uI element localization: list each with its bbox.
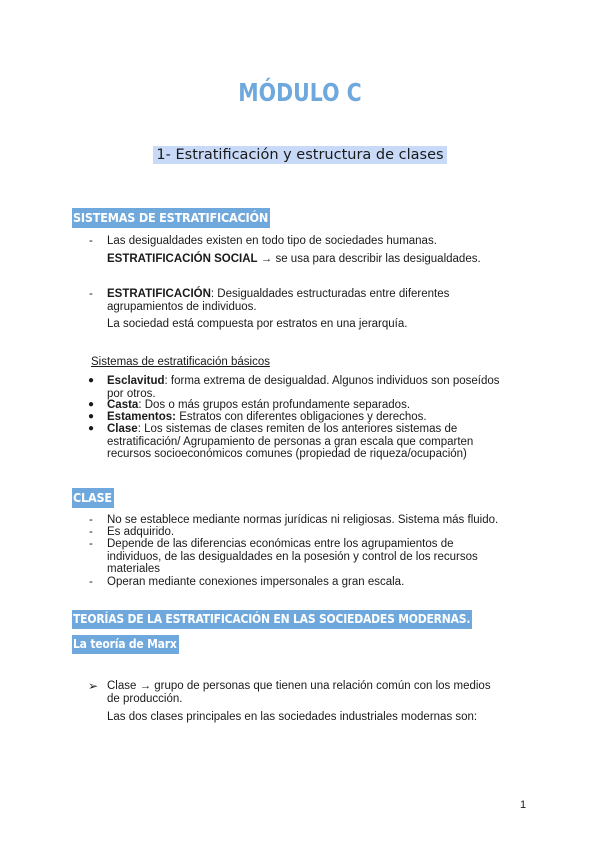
term-definition-cont: agrupamientos de individuos. (107, 300, 257, 313)
item-dos-clases: Las dos clases principales en las sociedades industriales modernas son: (107, 711, 478, 723)
section-heading-teorias: TEORÍAS DE LA ESTRATIFICACIÓN EN LAS SOCIEDADES MODERNAS. (72, 610, 472, 629)
item-text-cont: individuos, de las desigualdades en la posesión y control de los recursos (107, 550, 478, 563)
item-text: Clase → grupo de personas que tienen una relación común con los medios (107, 680, 491, 692)
subheading-marx: La teoría de Marx (72, 635, 179, 654)
dash-marker: - (89, 526, 93, 538)
term-definition: : Desigualdades estructuradas entre diferentes (210, 288, 450, 300)
dash-marker: - (89, 514, 93, 526)
term-definition: : Dos o más grupos están profundamente separados. (138, 399, 411, 411)
page-subtitle: 1- Estratificación y estructura de clases (153, 146, 446, 164)
section-heading-sistemas: SISTEMAS DE ESTRATIFICACIÓN (72, 208, 270, 228)
list-item-esclavitud (107, 375, 547, 400)
term-definition: Estratos con diferentes obligaciones y derechos. (176, 411, 427, 423)
section-heading-clase: CLASE (72, 488, 114, 508)
item-text-cont: de producción. (107, 692, 183, 705)
item-text: Depende de las diferencias económicas entre los agrupamientos de (107, 538, 454, 550)
page-number: 1 (520, 799, 527, 811)
arrow-bullet-icon: ➢ (88, 679, 99, 693)
list-item-estamentos (107, 411, 547, 424)
item-desigualdades: Las desigualdades existen en todo tipo de sociedades humanas. (107, 235, 437, 247)
term-esclavitud: Esclavitud (107, 375, 165, 387)
item-estratificacion-social (107, 253, 547, 266)
bullet-marker: ● (88, 399, 95, 410)
term-definition: : forma extrema de desigualdad. Algunos individuos son poseídos (164, 375, 500, 387)
basic-systems-title: Sistemas de estratificación básicos (91, 356, 270, 368)
bullet-marker: ● (88, 411, 95, 422)
page-title: MÓDULO C (238, 78, 362, 107)
item-clase-definicion (107, 680, 547, 705)
term-definition: : Los sistemas de clases remiten de los anteriores sistemas de (137, 423, 458, 435)
term-definition: → se usa para describir las desigualdades. (257, 253, 481, 265)
bullet-marker: ● (88, 375, 95, 386)
item-adquirido: Es adquirido. (107, 526, 175, 538)
term-definition-cont: por otros. (107, 387, 156, 400)
item-normas: No se establece mediante normas jurídicas ni religiosas. Sistema más fluido. (107, 514, 499, 526)
term-estratificacion: ESTRATIFICACIÓN (107, 288, 211, 300)
item-estratificacion (107, 288, 547, 313)
list-item-casta (107, 399, 547, 412)
item-text-cont: materiales (107, 563, 161, 575)
subtitle-container (0, 146, 600, 164)
term-clase: Clase (107, 423, 138, 435)
dash-marker: - (89, 538, 93, 550)
term-definition-cont: recursos socioeconómicos comunes (propiedad de riqueza/ocupación) (107, 448, 467, 460)
term-definition-cont: estratificación/ Agrupamiento de personas a gran escala que comparten (107, 435, 474, 448)
term-estratificacion-social: ESTRATIFICACIÓN SOCIAL (107, 253, 258, 265)
dash-marker: - (89, 288, 93, 300)
item-sociedad-estratos: La sociedad está compuesta por estratos en una jerarquía. (107, 318, 408, 330)
item-conexiones: Operan mediante conexiones impersonales a gran escala. (107, 576, 405, 588)
item-diferencias (107, 538, 547, 576)
term-casta: Casta (107, 399, 139, 411)
term-estamentos: Estamentos: (107, 411, 177, 423)
list-item-clase (107, 423, 547, 461)
dash-marker: - (89, 576, 93, 588)
dash-marker: - (89, 235, 93, 247)
bullet-marker: ● (88, 423, 95, 434)
